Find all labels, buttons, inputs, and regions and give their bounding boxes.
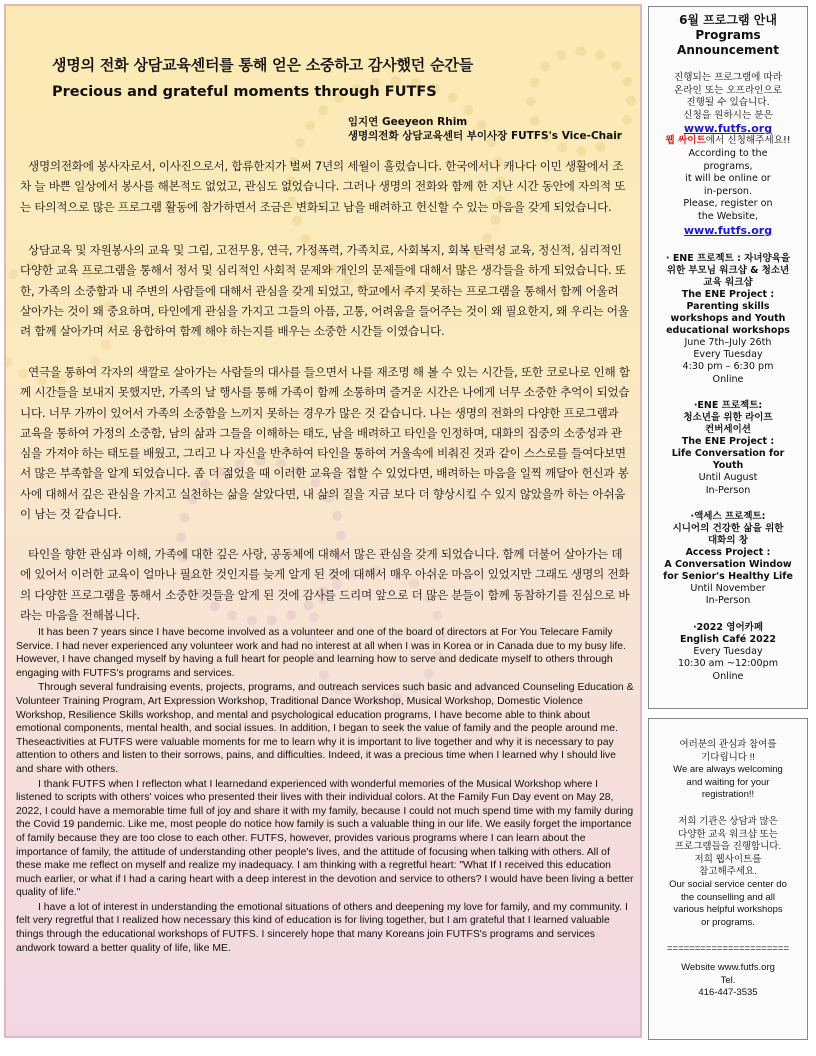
website-link[interactable]: www.futfs.org [683,122,773,136]
divider: ====================== [666,943,790,955]
en-paragraph: Through several fundraising events, projects, programs, and outreach services such basic and advanced Counseling Education & Volunteer Training Program, Art Expression Workshop, Traditional Dance Workshop, Musical Workshop, Domestic Violence Workshop, Resilience Skills workshop, and mental and psychological education programs, I have become able to think about emotional components, mental health, and social issues. In addition, I began to seek the value of family and the people around me. Theseactivities at FUTFS were valuable moments for me to learn why it is important to live together and why it is necessary to pay attention to others and listen to their sorrows, pains, and difficulties. Indeed, it was a precious time when I learned why I should live and share with others. [16,682,634,775]
welcome-ko: 여러분의 관심과 참여를 기다립니다 !! [679,739,777,763]
sidebar-intro-ko: 진행되는 프로그램에 따라 온라인 또는 오프라인으로 진행될 수 있습니다. 신청을 원하시는 분은 [673,72,783,121]
author-name: 임지연 Geeyeon Rhim [347,116,468,128]
ko-paragraph: 타인을 향한 관심과 이해, 가족에 대한 깊은 사랑, 공동체에 대해서 많은 관심을 갖게 되었습니다. 함께 더불어 살아가는 데에 있어서 이러한 교육이 얼마나 필요한 것인지를 늦게 알게 된 것에 대해서 매우 아쉬운 마음이 있었지만 그래도 생명의 전화의 다양한 프로그램을 통해서 소중한 것들을 알게 된 것에 감사를 드리며 앞으로 더 많은 분들이 함께 동참하기를 진심으로 바라는 마음을 전해봅니다. [20,547,630,622]
tel-number: 416-447-3535 [698,987,758,999]
program-access: ·액세스 프로젝트: 시니어의 건강한 삶을 위한 대화의 창 Access Project : A Conversation Window for Senior's Healthy Life Until November In-Person [663,510,793,607]
en-paragraph: I have a lot of interest in understanding the emotional situations of others and deepening my love for family, and my community. I felt very regretful that I realized how necessary this kind of education is for living together, but I am grateful that I learned valuable things through the educational workshops of FUTFS. I sincerely hope that many Koreans join FUTFS's programs and services andwork toward a better quality of life, like ME. [16,901,628,954]
author-role: 생명의전화 상담교육센터 부이사장 FUTFS's Vice-Chair [347,130,622,142]
ko-paragraph: 연극을 통하여 각자의 색깔로 살아가는 사람들의 대사를 들으면서 나를 재조명 해 볼 수 있는 시간들, 또한 코로나로 인해 함께 시간들을 보내지 못했지만, 가족의 날 행사를 통해 가족이 함께 소통하며 즐거운 시간은 나에게 너무 소중한 추억이 되었습니다. 너무 가까이 있어서 가족의 소중함을 느끼지 못하는 경우가 많은 것 같습니다. 나는 생명의 전화의 다양한 프로그램과 교육을 통하여 가정의 소중함, 남의 삶과 그들을 이해하는 태도, 남을 배려하고 타인을 인정하며, 대화의 집중의 소중성과 관심을 가져야 하는 태도를 배웠고, 그리고 나 자신을 반추하여 타인을 통하여 거울속에 비춰진 것과 같이 스스로를 들여다보면서 많은 부족함을 알게 되었습니다. 좀 더 젊었을 때 이러한 교육을 접할 수 있었다면, 배려하는 마음을 일찍 깨달아 헌신과 봉사에 대해서 깊은 관심을 가지고 실천하는 삶을 살았다면, 내 삶의 질을 지금 보다 더 향상시킬 수 있지 않았을까 하는 아쉬움이 남는 것 같습니다. [20,365,630,522]
contact-website: Website www.futfs.org [681,961,775,973]
center-ko: 저희 기관은 상담과 많은 다양한 교육 워크샵 또는 프로그램들을 진행합니다. 저희 웹사이트를 참고해주세요. [674,815,782,878]
article-title-en: Precious and grateful moments through FUTFS [52,84,437,100]
sidebar-heading: 6월 프로그램 안내 Programs Announcement [677,13,779,57]
website-link[interactable]: www.futfs.org [683,223,773,237]
programs-sidebar [648,6,808,709]
program-english-cafe: ·2022 영어카페 English Café 2022 Every Tuesday 10:30 am ~12:00pm Online [677,621,779,682]
en-paragraph: It has been 7 years since I have become involved as a volunteer and one of the board of directors at For You Telecare Family Service. I had never experienced any volunteer work and had no interest at all when I was in Korea or in Canada due to my busy life. However, I have changed myself by having a full heart for people and learning how to serve and dedicate myself to others through engaging with FUTFS's programs and services. [16,627,626,679]
program-ene-parenting: · ENE 프로젝트 : 자녀양육을 위한 부모님 워크샵 & 청소년 교육 워크샵 The ENE Project : Parenting skills workshops and Youth educational workshops June 7th–July 26th Every Tuesday 4:30 pm – 6:30 pm Online [665,252,791,385]
program-ene-life-conversation: ·ENE 프로젝트: 청소년을 위한 라이프 컨버세이션 The ENE Project : Life Conversation for Youth Until August In-Person [671,400,785,496]
center-en: Our social service center do the counselling and all various helpful workshops or programs. [669,878,787,928]
author-block [348,115,622,143]
english-body [16,626,634,956]
contact-sidebar [648,718,808,1040]
en-paragraph: I thank FUTFS when I reflecton what I learnedand experienced with wonderful memories of the Musical Workshop where I listened to scripts with others' voices who presented their lives with their individual colors. At the Family Fun Day event on May 28, 2022, I could have a memorable time full of joy and share it with my family, because I could not much spend time with my family during the Covid 19 pandemic. Like me, most people do notice how family is such a valuable thing in our life. We easily forget the importance of family because they are too close to each other. FUTFS, however, provides various programs where I can learn about the importance of family, the attitude of understanding other people's lives, and the attitude of focusing when talking with others. All of these make me reflect on myself and realize my inadequacy. I am thinking with a regretful heart: "What If I received this education much earlier, or what if I had a caring heart with a deep interest in the devotion and service to others? I would have been living a better quality of life." [16,778,634,899]
welcome-en: We are always welcoming and waiting for your registration!! [673,764,783,801]
article-title-ko: 생명의 전화 상담교육센터를 통해 얻은 소중하고 감사했던 순간들 [52,56,473,74]
tel-label: Tel. [720,974,736,986]
register-note-ko: 웹 싸이트에서 신청해주세요!! [665,135,791,147]
ko-paragraph: 상담교육 및 자원봉사의 교육 및 그림, 고전무용, 연극, 가정폭력, 가족치료, 사회복지, 회복 탄력성 교육, 정신적, 심리적인 다양한 교육 프로그램을 통해서 정서 및 심리적인 사회적 문제와 개인의 문제들에 대해서 많은 생각들을 하게 되었습니다. 또한, 가족의 소중함과 내 주변의 사람들에 대해서 관심을 갖게 되었고, 학교에서 주지 못하는 프로그램을 통해서 함께 어울려 살아가는 것이 왜 중요하며, 타인에게 관심을 가지고 그들의 아픔, 고통, 어려움을 들어주는 것이 왜 필요한지, 왜 우리는 어울려 함께 살아가며 서로 융합하여 함께 해야 하는지를 배우는 소중한 시간들 이였습니다. [20,243,629,339]
article-panel [4,4,642,1038]
ko-paragraph: 생명의전화에 봉사자로서, 이사진으로서, 합류한지가 벌써 7년의 세월이 흘렀습니다. 한국에서나 캐나다 이민 생활에서 조차 늘 바쁜 일상에서 봉사를 해본적도 없었고, 관심도 없었습니다. 그러나 생명의 전화와 함께 한 지난 시간 동안에 자의적 또는 타의적으로 많은 프로그램 활동에 참가하면서 조금은 변화되고 남을 배려하고 헌신할 수 있는 마음을 갖게 되었습니다. [20,159,626,214]
sidebar-intro-en: According to the programs, it will be online or in-person. Please, register on the Website, [683,147,773,222]
